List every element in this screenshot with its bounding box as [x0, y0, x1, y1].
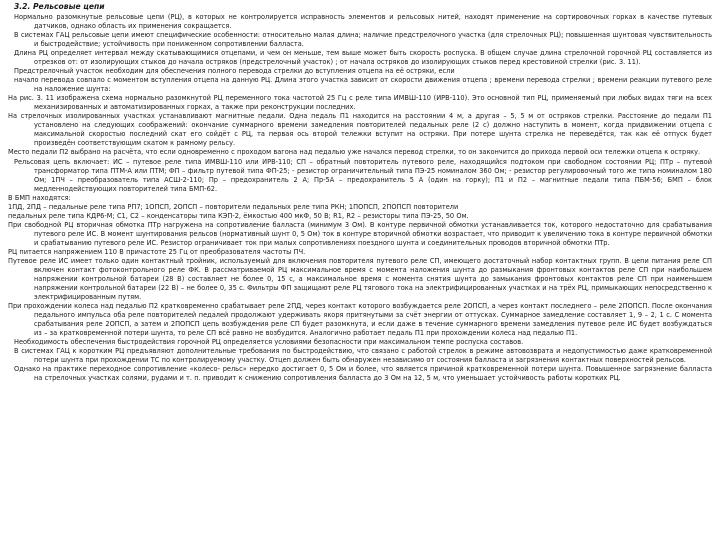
- paragraph: В БМП находятся:: [8, 193, 71, 202]
- paragraph: При свободной РЦ вторичная обмотка ПТр нагружена на сопротивление балласта (минимум 3 Ом). В контуре первичной обмотки устанавливается ток, которого недостаточно для срабатывания путевого реле ИС. В момент шунтирования рельсов (нормативный шунт 0, 5 Ом) ток в контуре вторичной обмотки возрастает, что приводит к увеличению тока в контуре первичной обмотки и срабатыванию путевого реле ИС. Резистор ограничивает ток при малых сопротивлениях поездного шунта и соединительных проводов вторичной обмотки ПТр.: [8, 220, 712, 247]
- paragraph: В системах ГАЦ к коротким РЦ предъявляют дополнительные требования по быстродействию, что связано с работой стрелок в режиме автовозврата и недопустимостью даже кратковременной потери шунта при прохождении ТС по контролируемому участку. Отцеп должен быть обнаружен независимо от состояния балласта и загрязнения контактных поверхностей рельсов.: [14, 347, 712, 365]
- paragraph: Предстрелочный участок необходим для обеспечения полного перевода стрелки до вступления отцепа на её остряки, если: [14, 67, 455, 76]
- paragraph: На рис. 3. 11 изображена схема нормально разомкнутой РЦ переменного тока частотой 25 Гц с реле типа ИМВШ-110 (ИРВ-110). Это основной тип РЦ, применяемый при любых видах тяги на всех механизированных и автоматизированных горках, а также при реконструкции последних.: [8, 94, 712, 112]
- paragraph: начало перевода совпало с моментом вступления отцепа на данную РЦ. Длина этого участка зависит от скорости движения отцепа ; времени перевода стрелки ; времени реакции путевого реле на наложение шунта:: [14, 76, 712, 94]
- paragraph: Длина РЦ определяет интервал между скатывающимися отцепами, и чем он меньше, тем выше может быть скорость роспуска. В общем случае длина стрелочной горочной РЦ составляется из отрезков от: от изолирующих стыков до начала остряков (предстрелочный участок) ; от начала остряков до изолирующих стыков перед крестовиной стрелки (рис. 3. 11).: [14, 49, 712, 67]
- paragraph: Место педали П2 выбрано на расчёта, что если одновременно с проходом вагона над педалью уже начался перевод стрелки, то он закончится до прихода первой оси тележки отцепа к остряку.: [8, 148, 701, 157]
- paragraph: Однако на практике переходное сопротивление «колесо- рельс» нередко достигает 0, 5 Ом и более, что является причиной кратковременной потери шунта. Повышенное загрязнение балласта на стрелочных участках солями, рудами и т. п. приводит к снижению сопротивления балласта до 3 Ом на 12, 5 м, что уменьшает устойчивость работы коротких РЦ.: [14, 365, 712, 383]
- paragraph: Нормально разомкнутые рельсовые цепи (РЦ), в которых не контролируется исправность элементов и рельсовых нитей, находят применение на сортировочных горках в качестве путевых датчиков, однако область их применения сокращается.: [14, 13, 712, 31]
- paragraph: 1ПД, 2ПД – педальные реле типа РП7; 1ОПСП, 2ОПСП – повторители педальных реле типа РКН; 1ПОПСП, 2ПОПСП повторители: [8, 202, 459, 211]
- paragraph: Рельсовая цепь включает: ИС – путевое реле типа ИМВШ-110 или ИРВ-110; СП – обратный повторитель путевого реле, находящийся подтоком при свободном состоянии РЦ; ПТр – путевой трансформатор типа ПТМ-А или ПТМ; ФП – фильтр путевой типа ФП-25; - резистор ограничительный типа ПЭ-25 номиналом 360 Ом; - резистор регулировочный того же типа номиналом 180 Ом; 1ПЧ – преобразователь типа АСШ-2-110; Пр – предохранитель 2 А; Пр-5А – предохранитель 5 А (один на горку); П1 и П2 – магнитные педали типа ПБМ-56; БМП – блок медленнодействующих повторителей типа БМП-62.: [14, 157, 712, 193]
- paragraph: При прохождении колеса над педалью П2 кратковременно срабатывает реле 2ПД, через контакт которого возбуждается реле 2ОПСП, а через контакт последнего – реле 2ПОПСП. После окончания педального импульса оба реле повторителей педалей продолжают удерживать якоря притянутыми за счёт энергии от оттусках. Суммарное замедление составляет 1, 9 – 2, 1 с. С момента срабатывания реле 2ОПСП, а затем и 2ПОПСП цепь возбуждения реле СП будет разомкнута, и если даже в течение суммарного времени замедления путевое реле ИС будет возбуждаться из – за кратковременной потери шунта, то реле СП всё равно не возбудится. Аналогично работает педаль П1 при прохождении колеса над педалью П1.: [8, 302, 712, 338]
- paragraph: педальных реле типа КДР6-М; С1, С2 – конденсаторы типа КЭП-2, ёмкостью 400 мкФ, 50 В; R1, R2 – резисторы типа ПЭ-25, 50 Ом.: [8, 211, 469, 220]
- paragraph: Путевое реле ИС имеет только один контактный тройник, используемый для включения повторителя путевого реле СП, имеющего достаточный набор контактных групп. В цепи питания реле СП включен контакт фотоконтрольного реле ФК. В рассматриваемой РЦ максимальное время с момента наложения шунта до размыкания фронтовых контактов реле СП при наибольшем напряжении контрольной батареи (28 В) составляет не более 0, 15 с, а максимальное время с момента снятия шунта до замыкания фронтовых контактов реле СП при наименьшем напряжении контрольной батареи (22 В) – не более 0, 35 с. Фильтры ФП защищают реле РЦ тягового тока на электрифицированных участках и на трёх РЦ, примыкающих непосредственно к электрифицированным путям.: [8, 256, 712, 301]
- paragraph: На стрелочных изолированных участках устанавливают магнитные педали. Одна педаль П1 находится на расстоянии 4 м, а другая – 5, 5 м от остряков стрелки. Расстояние до педали П1 установлено на следующих соображений: окончание суммарного времени замедления повторителей педальных реле (2 с) должно наступить в момент, когда придвижении отцепа с максимальной скоростью последний скат его сойдёт с РЦ, та первая ось второй тележки вступит на остряки. При потере шунта стрелка не переведётся, так как её отпуск будет произведён соответствующим скатом к рамному рельсу.: [8, 112, 712, 148]
- paragraph: В системах ГАЦ рельсовые цепи имеют специфические особенности: относительно малая длина; наличие предстрелочного участка (для стрелочных РЦ); повышенная шунтовая чувствительность и быстродействие; устойчивость при пониженном сопротивлении балласта.: [14, 31, 712, 49]
- paragraph: Необходимость обеспечения быстродействия горочной РЦ определяется условиями безопасности при максимальном темпе роспуска составов.: [14, 338, 524, 347]
- paragraph: РЦ питается напряжением 110 В причастоте 25 Гц от преобразователя частоты ПЧ.: [8, 247, 306, 256]
- section-heading: 3.2. Рельсовые цепи: [14, 2, 105, 11]
- document-body: [8, 13, 712, 383]
